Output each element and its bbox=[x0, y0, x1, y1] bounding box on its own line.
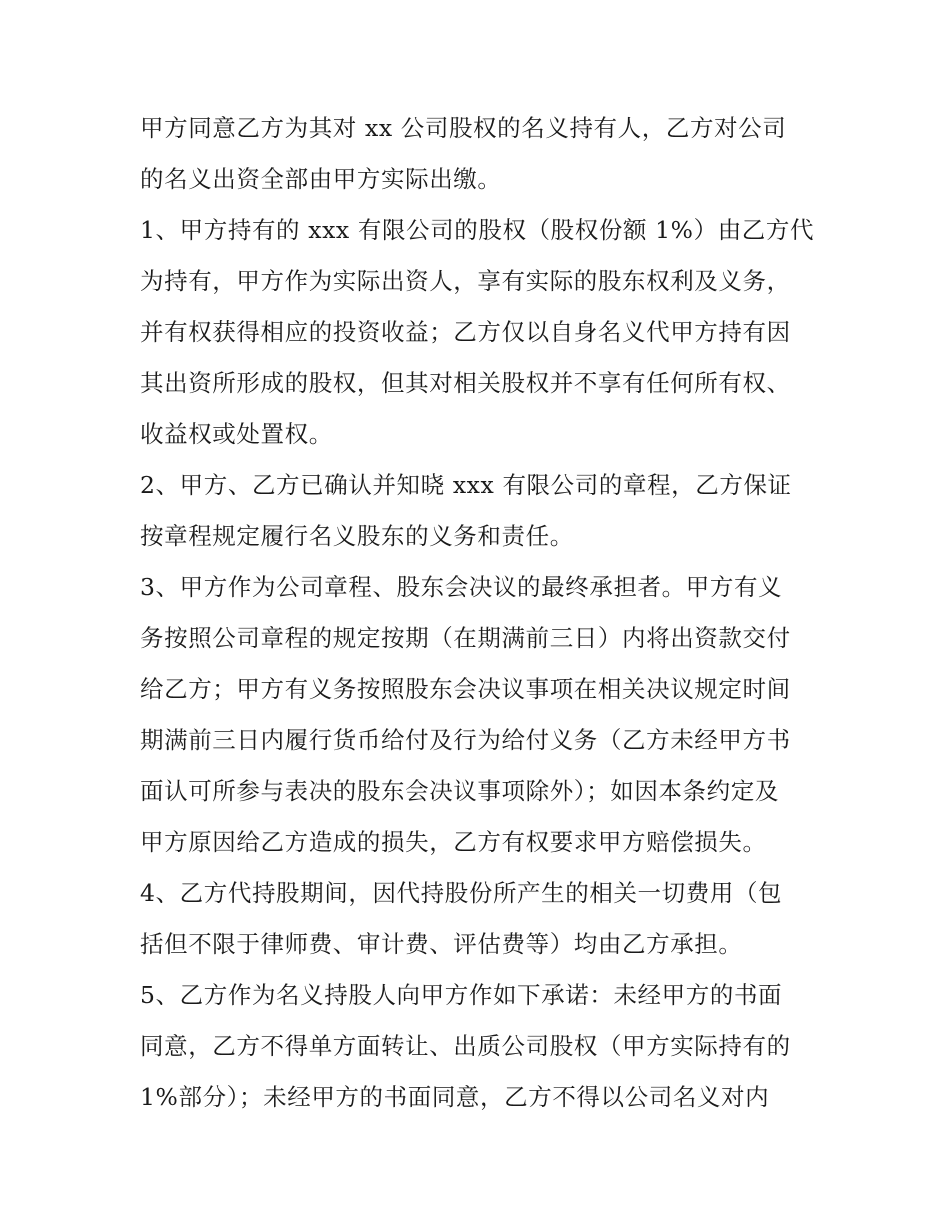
document-body bbox=[140, 103, 820, 1123]
paragraph-clause-2 bbox=[140, 460, 820, 562]
text-line: 1%部分）；未经甲方的书面同意，乙方不得以公司名义对内 bbox=[140, 1083, 770, 1111]
text-line: 按章程规定履行名义股东的义务和责任。 bbox=[140, 522, 574, 550]
text-line: 同意，乙方不得单方面转让、出质公司股权（甲方实际持有的 bbox=[140, 1032, 791, 1060]
text-line: 1、甲方持有的 xxx 有限公司的股权（股权份额 1%）由乙方代 bbox=[140, 216, 815, 244]
paragraph-clause-3 bbox=[140, 562, 820, 868]
text-line: 给乙方；甲方有义务按照股东会决议事项在相关决议规定时间 bbox=[140, 675, 791, 703]
text-line: 甲方原因给乙方造成的损失，乙方有权要求甲方赔偿损失。 bbox=[140, 828, 767, 856]
text-line: 务按照公司章程的规定按期（在期满前三日）内将出资款交付 bbox=[140, 624, 791, 652]
text-line: 期满前三日内履行货币给付及行为给付义务（乙方未经甲方书 bbox=[140, 726, 791, 754]
text-line: 甲方同意乙方为其对 xx 公司股权的名义持有人，乙方对公司 bbox=[140, 114, 787, 142]
text-line: 4、乙方代持股期间，因代持股份所产生的相关一切费用（包 bbox=[140, 879, 783, 907]
text-line: 2、甲方、乙方已确认并知晓 xxx 有限公司的章程，乙方保证 bbox=[140, 471, 792, 499]
paragraph-intro bbox=[140, 103, 820, 205]
text-line: 5、乙方作为名义持股人向甲方作如下承诺：未经甲方的书面 bbox=[140, 981, 783, 1009]
text-line: 面认可所参与表决的股东会决议事项除外）；如因本条约定及 bbox=[140, 777, 779, 805]
paragraph-clause-5 bbox=[140, 970, 820, 1123]
text-line: 括但不限于律师费、审计费、评估费等）均由乙方承担。 bbox=[140, 930, 743, 958]
text-line: 并有权获得相应的投资收益；乙方仅以自身名义代甲方持有因 bbox=[140, 318, 791, 346]
paragraph-clause-1 bbox=[140, 205, 820, 460]
text-line: 的名义出资全部由甲方实际出缴。 bbox=[140, 165, 502, 193]
paragraph-clause-4 bbox=[140, 868, 820, 970]
text-line: 其出资所形成的股权，但其对相关股权并不享有任何所有权、 bbox=[140, 369, 791, 397]
text-line: 收益权或处置权。 bbox=[140, 420, 333, 448]
text-line: 为持有，甲方作为实际出资人，享有实际的股东权利及义务， bbox=[140, 267, 791, 295]
text-line: 3、甲方作为公司章程、股东会决议的最终承担者。甲方有义 bbox=[140, 573, 783, 601]
